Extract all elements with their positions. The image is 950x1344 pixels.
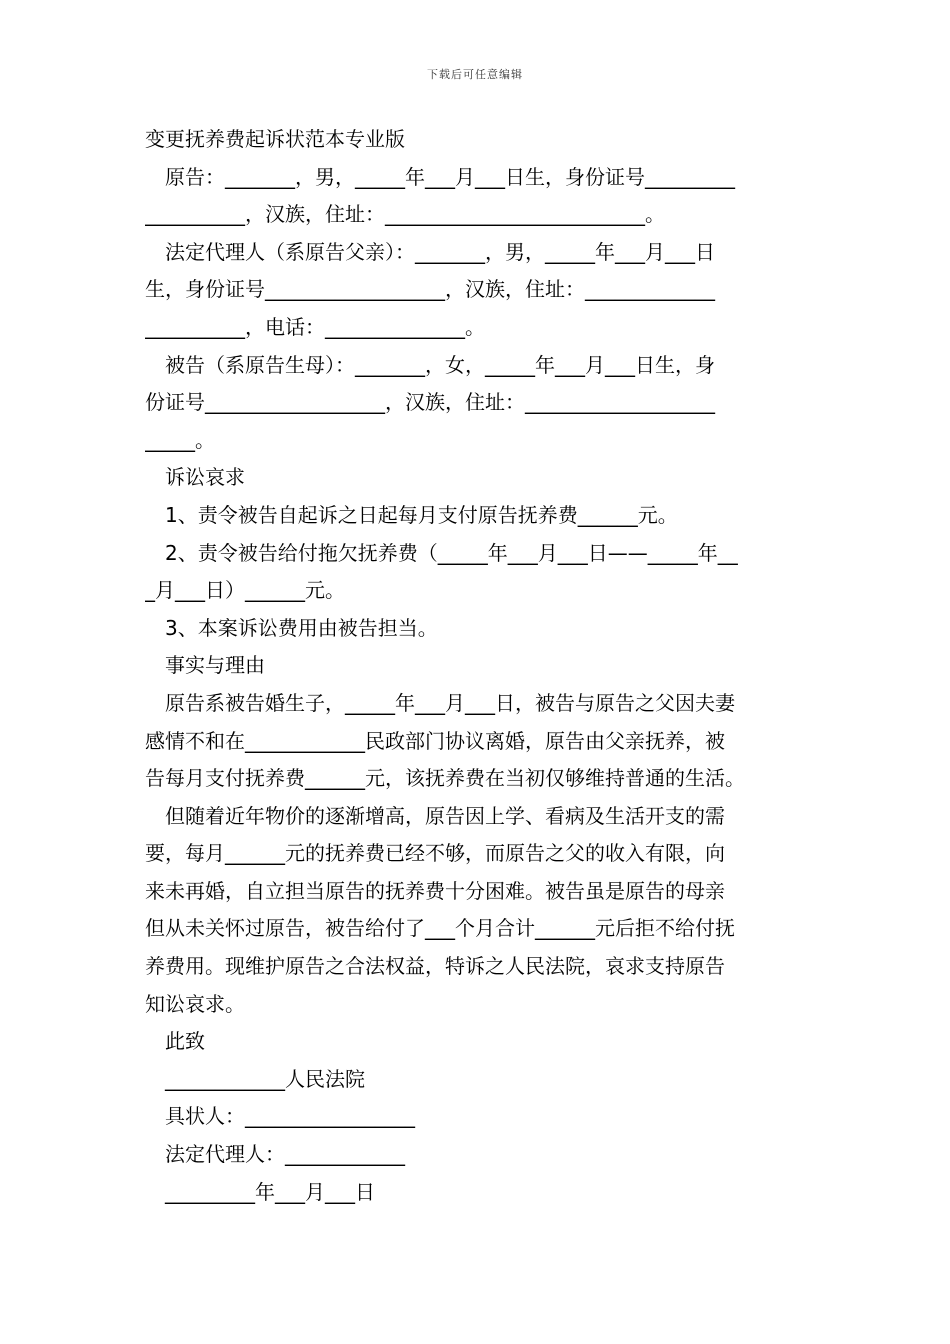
document-line: 具状人：_________________	[165, 1104, 415, 1129]
document-line: 份证号__________________，汉族，住址：___________________	[145, 390, 715, 415]
document-line: __________，汉族，住址：__________________________。	[145, 202, 665, 227]
document-line: 要，每月______元的抚养费已经不够，而原告之父的收入有限，向	[145, 841, 725, 866]
document-line: 原告系被告婚生子，_____年___月___日，被告与原告之父因夫妻	[165, 690, 735, 715]
document-line: 感情不和在____________民政部门协议离婚，原告由父亲抚养，被	[145, 728, 725, 753]
document-line: 3、本案诉讼费用由被告担当。	[165, 615, 438, 640]
document-line: 2、责令被告给付拖欠抚养费（_____年___月___日——_____年__	[165, 540, 738, 565]
document-line: ____________人民法院	[165, 1066, 365, 1091]
document-title: 变更抚养费起诉状范本专业版	[145, 127, 405, 151]
document-line: 但随着近年物价的逐渐增高，原告因上学、看病及生活开支的需	[165, 803, 725, 828]
document-line: 被告（系原告生母）：_______，女，_____年___月___日生，身	[165, 352, 715, 377]
document-line: 生，身份证号__________________，汉族，住址：_____________	[145, 277, 715, 302]
document-line: 法定代理人：____________	[165, 1142, 405, 1167]
document-line: 事实与理由	[165, 653, 265, 678]
document-line: 原告：_______，男，_____年___月___日生，身份证号_________	[165, 164, 735, 189]
document-line: 但从未关怀过原告，被告给付了___个月合计______元后拒不给付抚	[145, 916, 735, 941]
document-line: 养费用。现维护原告之合法权益，特诉之人民法院，哀求支持原告	[145, 954, 725, 979]
page-header-note: 下载后可任意编辑	[427, 68, 523, 81]
document-line: 知讼哀求。	[145, 991, 245, 1016]
document-line: 此致	[165, 1029, 205, 1054]
document-line: _____。	[145, 427, 215, 452]
document-line: 法定代理人（系原告父亲）：_______，男，_____年___月___日	[165, 239, 715, 264]
document-line: 告每月支付抚养费______元，该抚养费在当初仅够维持普通的生活。	[145, 766, 745, 791]
document-line: 1、责令被告自起诉之日起每月支付原告抚养费______元。	[165, 502, 678, 527]
document-line: 来未再婚，自立担当原告的抚养费十分困难。被告虽是原告的母亲	[145, 878, 725, 903]
document-line: 诉讼哀求	[165, 465, 245, 490]
document-line: _月___日）______元。	[145, 578, 345, 603]
document-line: _________年___月___日	[165, 1179, 375, 1204]
document-line: __________，电话：______________。	[145, 314, 485, 339]
document-body	[145, 121, 807, 1211]
